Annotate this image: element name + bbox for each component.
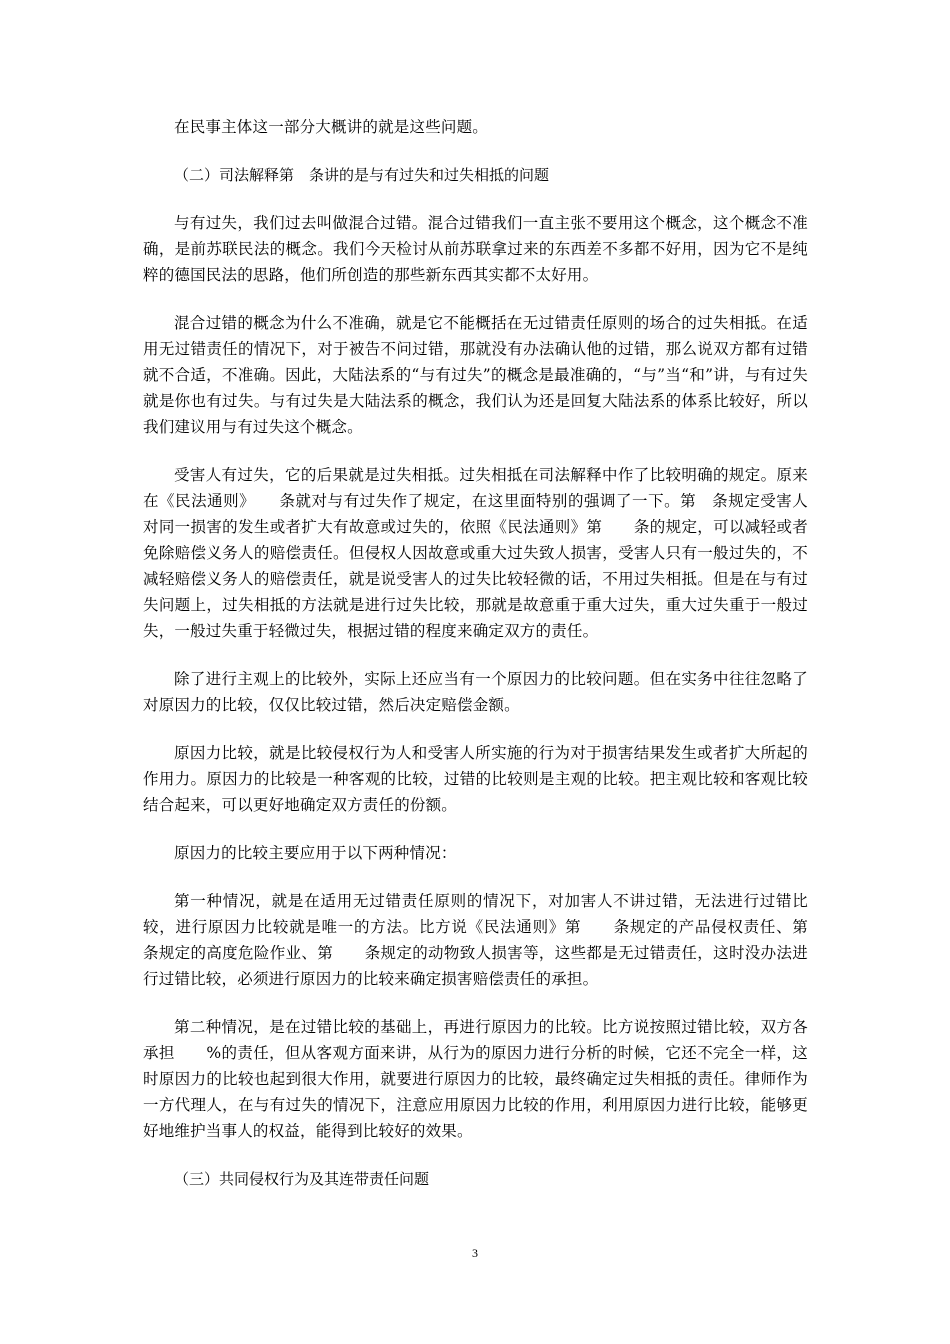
paragraph-causation-comparison: 除了进行主观上的比较外，实际上还应当有一个原因力的比较问题。但在实务中往往忽略了对原因力的比较，仅仅比较过错，然后决定赔偿金额。 <box>143 670 808 714</box>
section-heading-3: （三）共同侵权行为及其连带责任问题 <box>174 1170 430 1188</box>
page-number: 3 <box>472 1246 478 1260</box>
paragraph-fault-offset: 受害人有过失，它的后果就是过失相抵。过失相抵在司法解释中作了比较明确的规定。原来在《民法通则》 条就对与有过失作了规定，在这里面特别的强调了一下。第 条规定受害人对同一损害的发生或者扩大有故意或过失的，依照《民法通则》第 条的规定，可以减轻或者免除赔偿义务人的赔偿责任。但侵权人因故意或重大过失致人损害，受害人只有一般过失的，不减轻赔偿义务人的赔偿责任，就是说受害人的过失比较轻微的话，不用过失相抵。但是在与有过失问题上，过失相抵的方法就是进行过失比较，那就是故意重于重大过失，重大过失重于一般过失，一般过失重于轻微过失，根据过错的程度来确定双方的责任。 <box>143 466 808 640</box>
page-body <box>143 114 840 1214</box>
section-heading-2: （二）司法解释第 条讲的是与有过失和过失相抵的问题 <box>174 166 550 184</box>
paragraph-situation-two: 第二种情况，是在过错比较的基础上，再进行原因力的比较。比方说按照过错比较，双方各承担 %的责任，但从客观方面来讲，从行为的原因力进行分析的时候，它还不完全一样，这时原因力的比较也起到很大作用，就要进行原因力的比较，最终确定过失相抵的责任。律师作为一方代理人，在与有过失的情况下，注意应用原因力比较的作用，利用原因力进行比较，能够更好地维护当事人的权益，能得到比较好的效果。 <box>143 1018 808 1140</box>
paragraph-mixed-fault: 混合过错的概念为什么不准确，就是它不能概括在无过错责任原则的场合的过失相抵。在适用无过错责任的情况下，对于被告不问过错，那就没有办法确认他的过错，那么说双方都有过错就不合适，不准确。因此，大陆法系的“与有过失”的概念是最准确的，“与”当“和”讲，与有过失就是你也有过失。与有过失是大陆法系的概念，我们认为还是回复大陆法系的体系比较好，所以我们建议用与有过失这个概念。 <box>143 314 808 436</box>
paragraph-causation-definition: 原因力比较，就是比较侵权行为人和受害人所实施的行为对于损害结果发生或者扩大所起的作用力。原因力的比较是一种客观的比较，过错的比较则是主观的比较。把主观比较和客观比较结合起来，可以更好地确定双方责任的份额。 <box>143 744 808 814</box>
paragraph-two-situations: 原因力的比较主要应用于以下两种情况： <box>174 844 457 862</box>
paragraph-situation-one: 第一种情况，就是在适用无过错责任原则的情况下，对加害人不讲过错，无法进行过错比较，进行原因力比较就是唯一的方法。比方说《民法通则》第 条规定的产品侵权责任、第 条规定的高度危险作业、第 条规定的动物致人损害等，这些都是无过错责任，这时没办法进行过错比较，必须进行原因力的比较来确定损害赔偿责任的承担。 <box>143 892 840 988</box>
paragraph-contributory-negligence: 与有过失，我们过去叫做混合过错。混合过错我们一直主张不要用这个概念，这个概念不准确，是前苏联民法的概念。我们今天检讨从前苏联拿过来的东西差不多都不好用，因为它不是纯粹的德国民法的思路，他们所创造的那些新东西其实都不太好用。 <box>143 214 808 284</box>
paragraph-intro: 在民事主体这一部分大概讲的就是这些问题。 <box>174 118 489 136</box>
